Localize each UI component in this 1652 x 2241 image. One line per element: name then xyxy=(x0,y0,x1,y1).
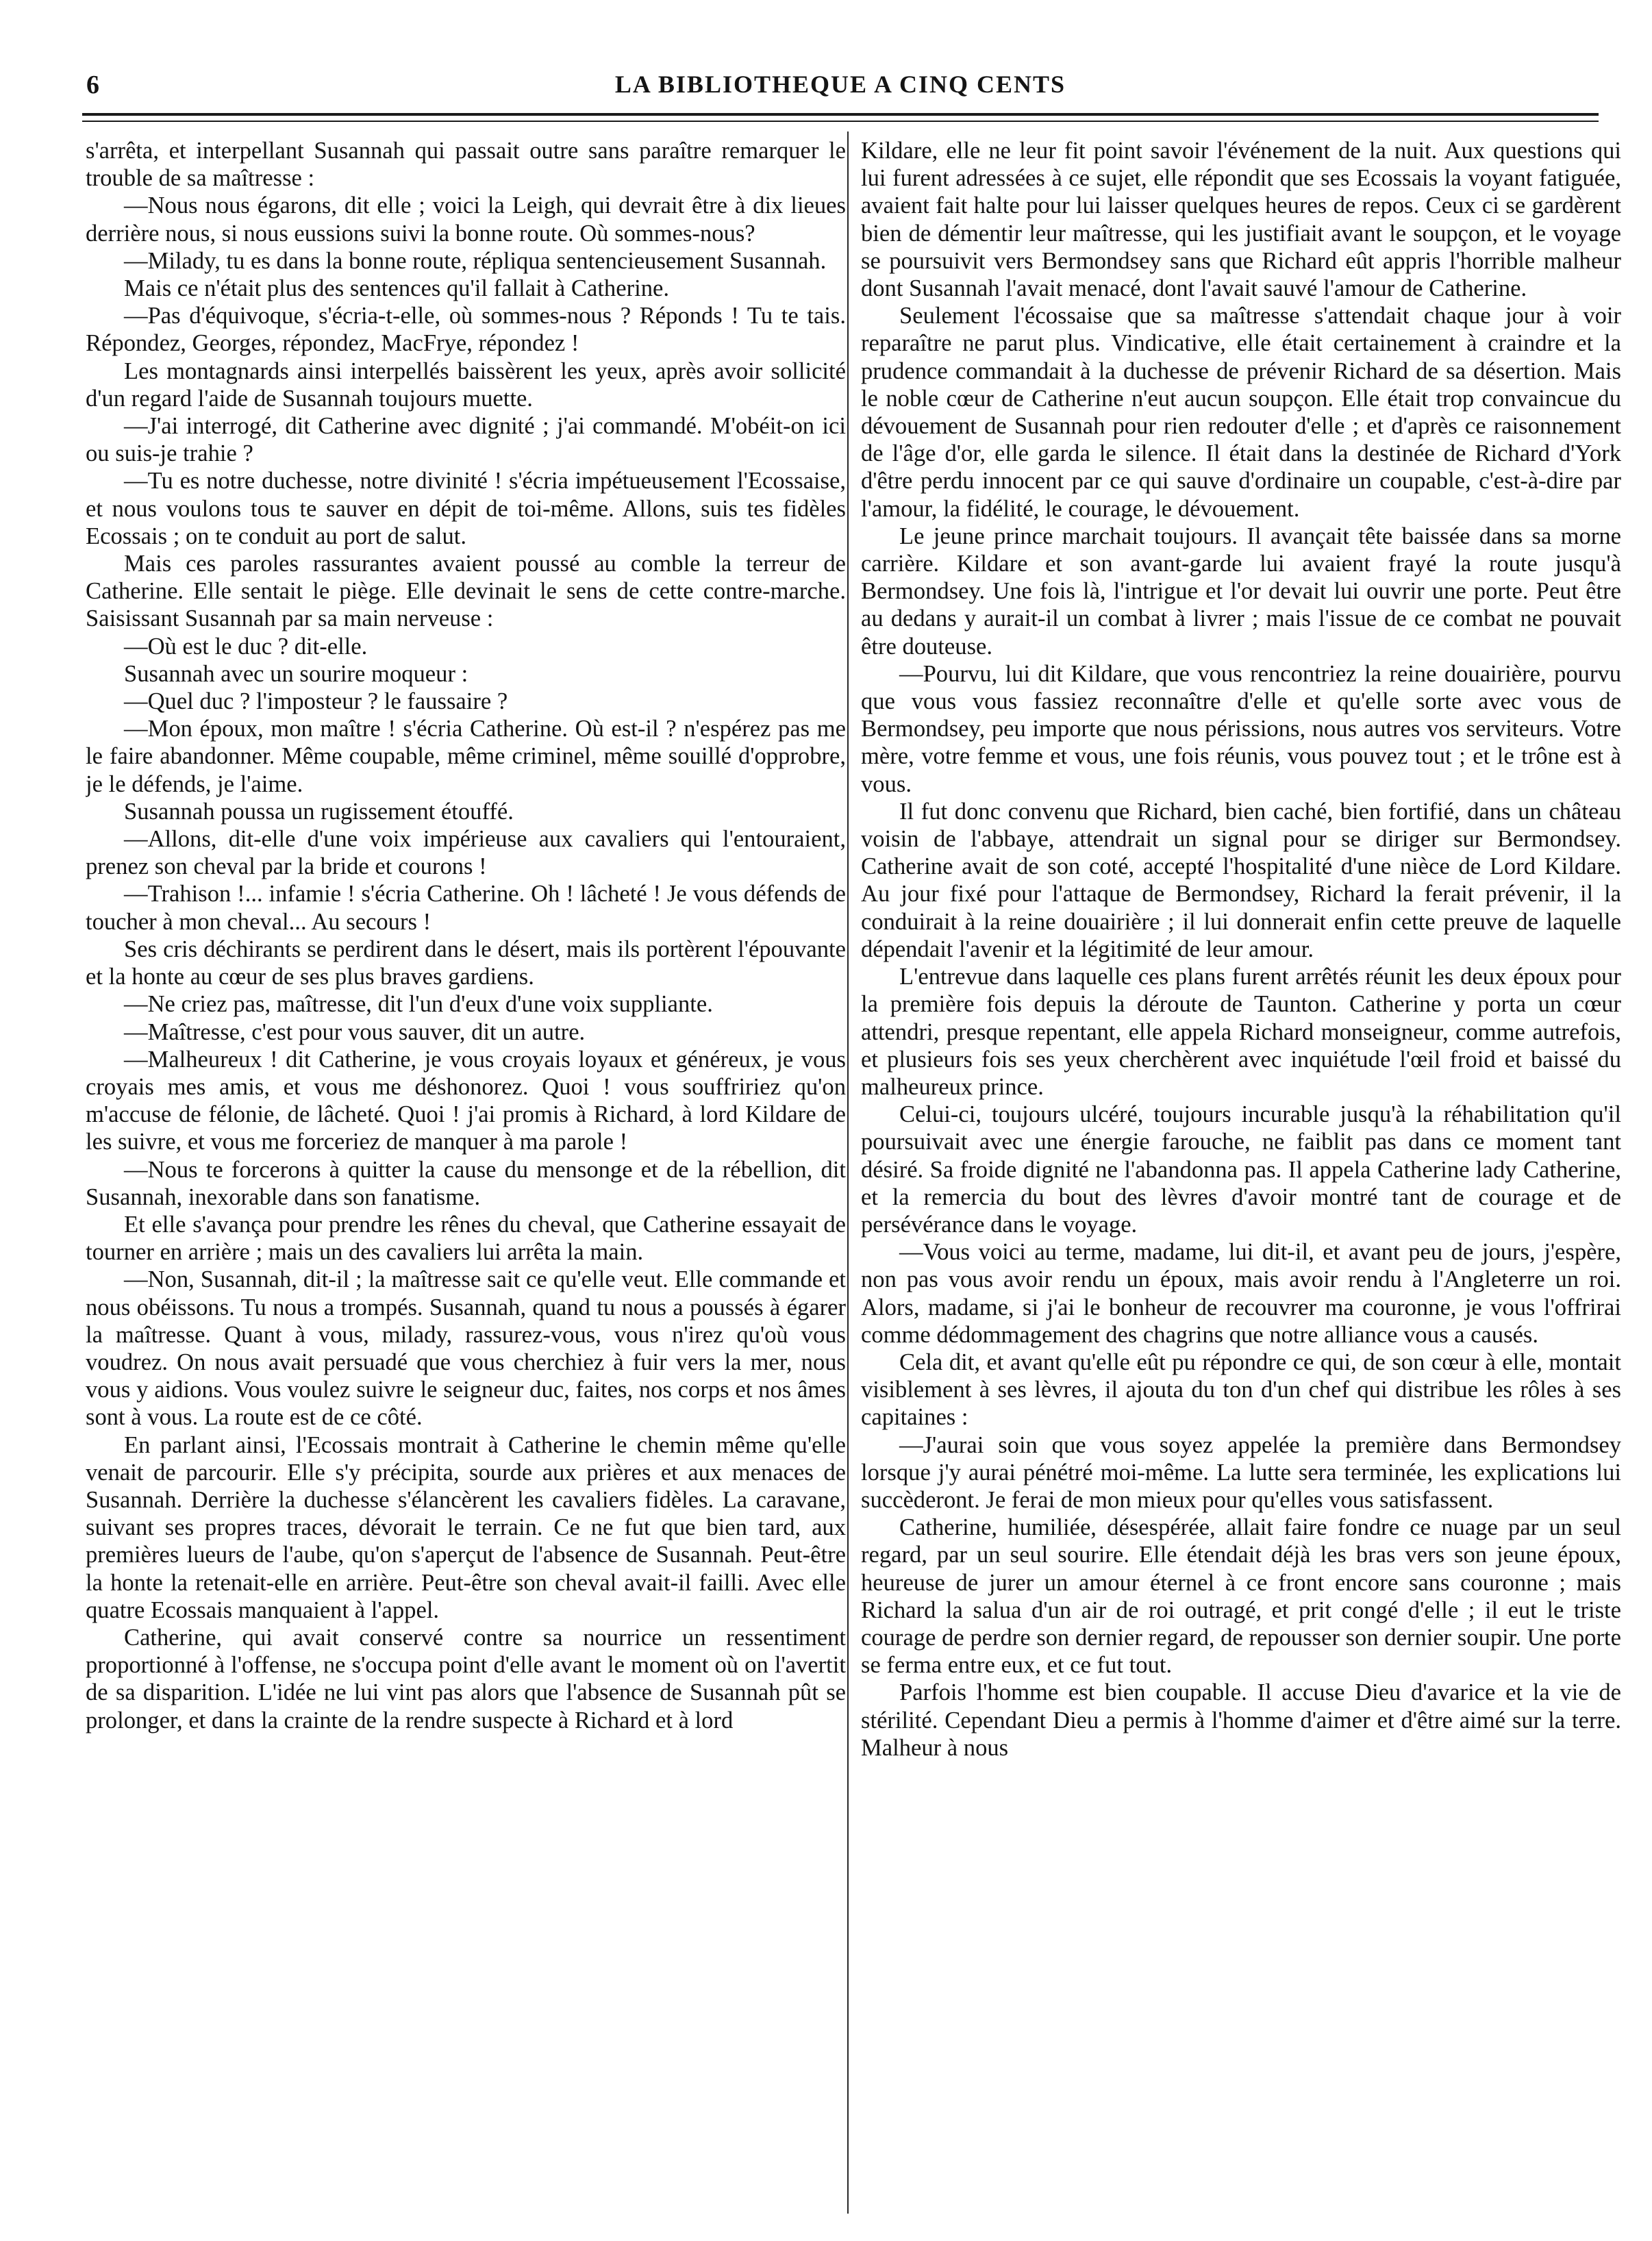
paragraph: Parfois l'homme est bien coupable. Il accuse Dieu d'avarice et la vie de stérilité. Cependant Dieu a permis à l'homme d'aimer et d'être aimé sur la terre. Malheur à nous xyxy=(861,1679,1621,1761)
paragraph: —Quel duc ? l'imposteur ? le faussaire ? xyxy=(124,688,508,715)
paragraph: —J'aurai soin que vous soyez appelée la première dans Bermondsey lorsque j'y aurai pénétré moi-même. La lutte sera terminée, les explications lui succèderont. Je ferai de mon mieux pour qu'elles vous satisfassent. xyxy=(861,1431,1621,1513)
column-divider xyxy=(847,132,849,2214)
page-number: 6 xyxy=(86,71,99,99)
paragraph: Les montagnards ainsi interpellés baissèrent les yeux, après avoir sollicité d'un regard l'aide de Susannah toujours muette. xyxy=(86,358,846,412)
right-column xyxy=(861,137,1621,2219)
paragraph: —J'ai interrogé, dit Catherine avec dignité ; j'ai commandé. M'obéit-on ici ou suis-je trahie ? xyxy=(86,413,846,467)
paragraph: —Mon époux, mon maître ! s'écria Catherine. Où est-il ? n'espérez pas me le faire abandonner. Même coupable, même criminel, même souillé d'opprobre, je le défends, je l'aime. xyxy=(86,716,846,797)
paragraph: Cela dit, et avant qu'elle eût pu répondre ce qui, de son cœur à elle, montait visiblement à ses lèvres, il ajouta du ton d'un chef qui distribue les rôles à ses capitaines : xyxy=(861,1349,1621,1431)
header-rule-thin xyxy=(82,121,1599,122)
paragraph: —Où est le duc ? dit-elle. xyxy=(124,633,368,660)
paragraph: Catherine, humiliée, désespérée, allait faire fondre ce nuage par un seul regard, par un seul sourire. Elle étendait déjà les bras vers son jeune époux, heureuse de jurer un amour éternel à ce front encore sans couronne ; mais Richard la salua d'un air de roi outragé, et prit congé d'elle ; il eut le triste courage de perdre son dernier regard, de repousser son dernier soupir. Une porte se ferma entre eux, et ce fut tout. xyxy=(861,1514,1621,1679)
paragraph: L'entrevue dans laquelle ces plans furent arrêtés réunit les deux époux pour la première fois depuis la déroute de Taunton. Catherine y porta un cœur attendri, presque repentant, elle appela Richard monseigneur, comme autrefois, et plusieurs fois ses yeux cherchèrent avec inquiétude l'œil froid et baissé du malheureux prince. xyxy=(861,964,1621,1100)
paragraph: Le jeune prince marchait toujours. Il avançait tête baissée dans sa morne carrière. Kildare et son avant-garde lui avaient frayé la route jusqu'à Bermondsey. Une fois là, l'intrigue et l'or devait lui ouvrir une porte. Peut être au dedans y aurait-il un combat à livrer ; mais l'issue de ce combat ne pouvait être douteuse. xyxy=(861,523,1621,660)
paragraph: —Allons, dit-elle d'une voix impérieuse aux cavaliers qui l'entouraient, prenez son cheval par la bride et courons ! xyxy=(86,826,846,880)
paragraph: —Ne criez pas, maîtresse, dit l'un d'eux d'une voix suppliante. xyxy=(124,991,713,1018)
paragraph: —Milady, tu es dans la bonne route, répliqua sentencieusement Susannah. xyxy=(124,247,827,274)
paragraph: —Tu es notre duchesse, notre divinité ! s'écria impétueusement l'Ecossaise, et nous voulons tous te sauver en dépit de toi-même. Allons, suis tes fidèles Ecossais ; on te conduit au port de salut. xyxy=(86,468,846,549)
paragraph: Kildare, elle ne leur fit point savoir l'événement de la nuit. Aux questions qui lui furent adressées à ce sujet, elle répondit que ses Ecossais la voyant fatiguée, avaient fait halte pour lui laisser quelques heures de repos. Ceux ci se gardèrent bien de démentir leur maîtresse, qui les justifiait avant le soupçon, et le voyage se poursuivit vers Bermondsey sans que Richard eût appris l'horrible malheur dont Susannah l'avait menacé, dont l'avait sauvé l'amour de Catherine. xyxy=(861,138,1621,302)
paragraph: —Maîtresse, c'est pour vous sauver, dit un autre. xyxy=(124,1018,586,1045)
paragraph: Celui-ci, toujours ulcéré, toujours incurable jusqu'à la réhabilitation qu'il poursuivait avec une énergie farouche, ne faiblit pas dans ce moment tant désiré. Sa froide dignité ne l'abandonna pas. Il appela Catherine lady Catherine, et la remercia du bout des lèvres d'avoir montré tant de courage et de persévérance dans le voyage. xyxy=(861,1101,1621,1238)
header-rule-thick xyxy=(82,113,1599,116)
paragraph: —Trahison !... infamie ! s'écria Catherine. Oh ! lâcheté ! Je vous défends de toucher à mon cheval... Au secours ! xyxy=(86,881,846,935)
paragraph: —Non, Susannah, dit-il ; la maîtresse sait ce qu'elle veut. Elle commande et nous obéissons. Tu nous a trompés. Susannah, quand tu nous a poussés à égarer la maîtresse. Quant à vous, milady, rassurez-vous, vous n'irez qu'où vous voudrez. On nous avait persuadé que vous cherchiez à fuir vers la mer, nous vous y aidions. Vous voulez suivre le seigneur duc, faites, nos corps et nos âmes sont à vous. La route est de ce côté. xyxy=(86,1266,846,1431)
paragraph: Et elle s'avança pour prendre les rênes du cheval, que Catherine essayait de tourner en arrière ; mais un des cavaliers lui arrêta la main. xyxy=(86,1211,846,1266)
paragraph: Mais ce n'était plus des sentences qu'il fallait à Catherine. xyxy=(124,275,669,302)
paragraph: —Pourvu, lui dit Kildare, que vous rencontriez la reine douairière, pourvu que vous vous fassiez reconnaître d'elle et qu'elle sorte avec vous de Bermondsey, peu importe que nous périssions, nous autres vos serviteurs. Votre mère, votre femme et vous, une fois réunis, vous pouvez tout ; et le trône est à vous. xyxy=(861,660,1621,797)
paragraph: —Vous voici au terme, madame, lui dit-il, et avant peu de jours, j'espère, non pas vous avoir rendu un époux, mais avoir rendu à l'Angleterre un roi. Alors, madame, si j'ai le bonheur de recouvrer ma couronne, je vous l'offrirai comme dédommagement des chagrins que notre alliance vous a causés. xyxy=(861,1239,1621,1348)
left-column xyxy=(86,137,846,2219)
paragraph: —Pas d'équivoque, s'écria-t-elle, où sommes-nous ? Réponds ! Tu te tais. Répondez, Georges, répondez, MacFrye, répondez ! xyxy=(86,303,846,357)
paragraph: —Nous nous égarons, dit elle ; voici la Leigh, qui devrait être à dix lieues derrière nous, si nous eussions suivi la bonne route. Où sommes-nous? xyxy=(86,192,846,247)
paragraph: Susannah poussa un rugissement étouffé. xyxy=(124,798,514,825)
paragraph: —Malheureux ! dit Catherine, je vous croyais loyaux et généreux, je vous croyais mes amis, et vous me déshonorez. Quoi ! vous souffririez qu'on m'accuse de félonie, de lâcheté. Quoi ! j'ai promis à Richard, à lord Kildare de les suivre, et vous me forceriez de manquer à ma parole ! xyxy=(86,1046,846,1155)
paragraph: Mais ces paroles rassurantes avaient poussé au comble la terreur de Catherine. Elle sentait le piège. Elle devinait le sens de cette contre-marche. Saisissant Susannah par sa main nerveuse : xyxy=(86,551,846,632)
paragraph: Catherine, qui avait conservé contre sa nourrice un ressentiment proportionné à l'offense, ne s'occupa point d'elle avant le moment où on l'avertit de sa disparition. L'idée ne lui vint pas alors que l'absence de Susannah pût se prolonger, et dans la crainte de la rendre suspecte à Richard et à lord xyxy=(86,1624,846,1733)
paragraph: En parlant ainsi, l'Ecossais montrait à Catherine le chemin même qu'elle venait de parcourir. Elle s'y précipita, sourde aux prières et aux menaces de Susannah. Derrière la duchesse s'élancèrent les cavaliers fidèles. La caravane, suivant ses propres traces, dévorait le terrain. Ce ne fut que bien tard, aux premières lueurs de l'aube, qu'on s'aperçut de l'absence de Susannah. Peut-être la honte la retenait-elle en arrière. Peut-être son cheval avait-il failli. Avec elle quatre Ecossais manquaient à l'appel. xyxy=(86,1431,846,1623)
paragraph: Ses cris déchirants se perdirent dans le désert, mais ils portèrent l'épouvante et la honte au cœur de ses plus braves gardiens. xyxy=(86,936,846,990)
paragraph: Seulement l'écossaise que sa maîtresse s'attendait chaque jour à voir reparaître ne parut plus. Vindicative, elle était certainement à craindre et la prudence commandait à la duchesse de prévenir Richard de sa désertion. Mais le noble cœur de Catherine n'eut aucun soupçon. Elle était trop convaincue du dévouement de Susannah pour rien redouter d'elle ; et d'après ce raisonnement de l'âge d'or, elle garda le silence. Il était dans la destinée de Richard d'York d'être perdu innocent par ce qui sauve d'ordinaire un coupable, c'est-à-dire par l'amour, la fidélité, le courage, le dévouement. xyxy=(861,303,1621,522)
paragraph: s'arrêta, et interpellant Susannah qui passait outre sans paraître remarquer le trouble de sa maîtresse : xyxy=(86,138,846,192)
paragraph: —Nous te forcerons à quitter la cause du mensonge et de la rébellion, dit Susannah, inexorable dans son fanatisme. xyxy=(86,1156,846,1210)
paragraph: Susannah avec un sourire moqueur : xyxy=(124,660,468,687)
page-header xyxy=(82,70,1599,103)
paragraph: Il fut donc convenu que Richard, bien caché, bien fortifié, dans un château voisin de l'abbaye, attendrait un signal pour se diriger sur Bermondsey. Catherine avait de son coté, accepté l'hospitalité d'une nièce de Lord Kildare. Au jour fixé pour l'attaque de Bermondsey, Richard la ferait prévenir, il la conduirait à la reine douairière ; il lui donnerait enfin cette preuve de laquelle dépendait l'avenir et la légitimité de leur amour. xyxy=(861,798,1621,962)
page-title: LA BIBLIOTHEQUE A CINQ CENTS xyxy=(614,71,1066,98)
